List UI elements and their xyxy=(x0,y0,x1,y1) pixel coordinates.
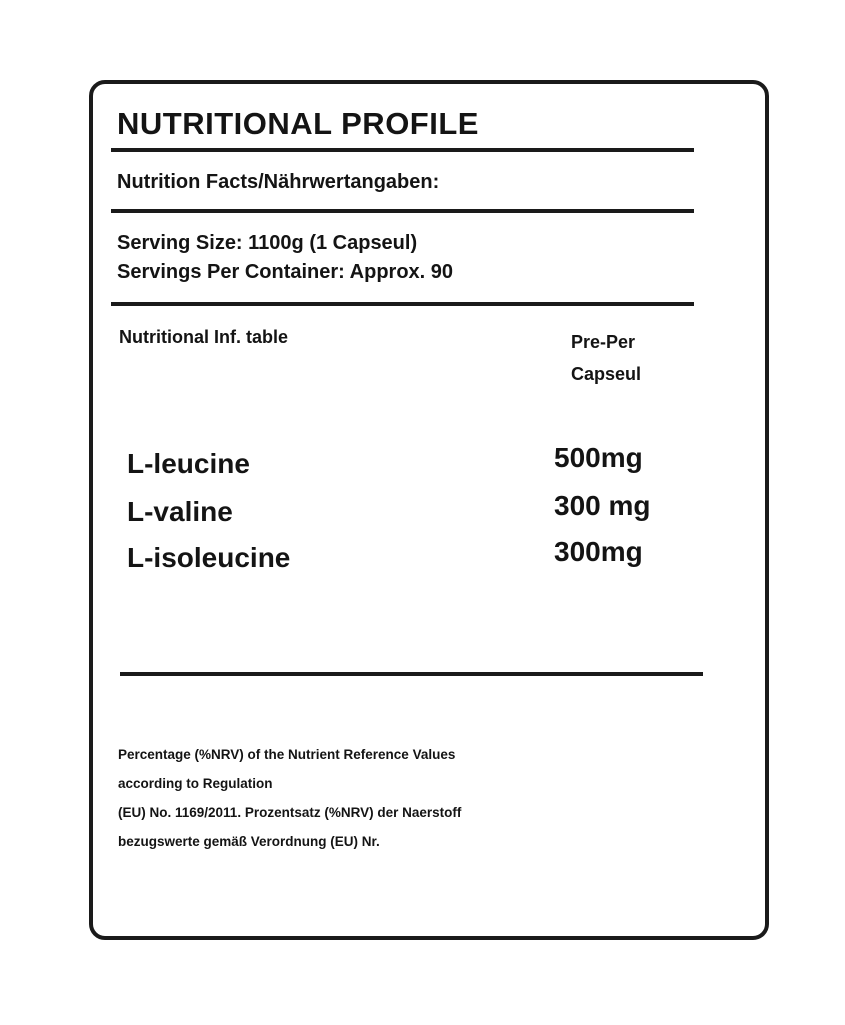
table-label: Nutritional Inf. table xyxy=(119,327,288,347)
nutrient-row xyxy=(127,442,697,496)
nrv-footnote xyxy=(118,740,738,856)
footnote-line: according to Regulation xyxy=(118,776,273,791)
divider-rule xyxy=(111,302,694,306)
footnote-line: (EU) No. 1169/2011. Prozentsatz (%NRV) der Naerstoff xyxy=(118,805,462,820)
divider-rule xyxy=(111,209,694,213)
label-title: NUTRITIONAL PROFILE xyxy=(117,106,479,141)
footnote-line: bezugswerte gemäß Verordnung (EU) Nr. xyxy=(118,834,380,849)
nutrition-facts-heading: Nutrition Facts/Nährwertangaben: xyxy=(117,171,440,193)
servings-per-container: Servings Per Container: Approx. 90 xyxy=(117,261,454,283)
column-header-line-1: Pre-Per xyxy=(571,332,636,352)
footnote-line: Percentage (%NRV) of the Nutrient Reference Values xyxy=(118,747,456,762)
nutrient-amount: 500mg xyxy=(554,442,643,473)
column-header xyxy=(571,326,641,390)
nutrient-row xyxy=(127,536,697,590)
divider-rule xyxy=(120,672,703,676)
nutrient-name: L-isoleucine xyxy=(127,542,291,573)
serving-info xyxy=(117,229,453,287)
serving-size: Serving Size: 1100g (1 Capseul) xyxy=(117,232,418,254)
nutrient-amount: 300 mg xyxy=(554,490,651,521)
nutrient-name: L-valine xyxy=(127,496,233,527)
nutrient-table xyxy=(127,442,697,590)
column-header-line-2: Capseul xyxy=(571,364,642,384)
divider-rule xyxy=(111,148,694,152)
nutrient-amount: 300mg xyxy=(554,536,643,567)
nutrient-name: L-leucine xyxy=(127,448,250,479)
